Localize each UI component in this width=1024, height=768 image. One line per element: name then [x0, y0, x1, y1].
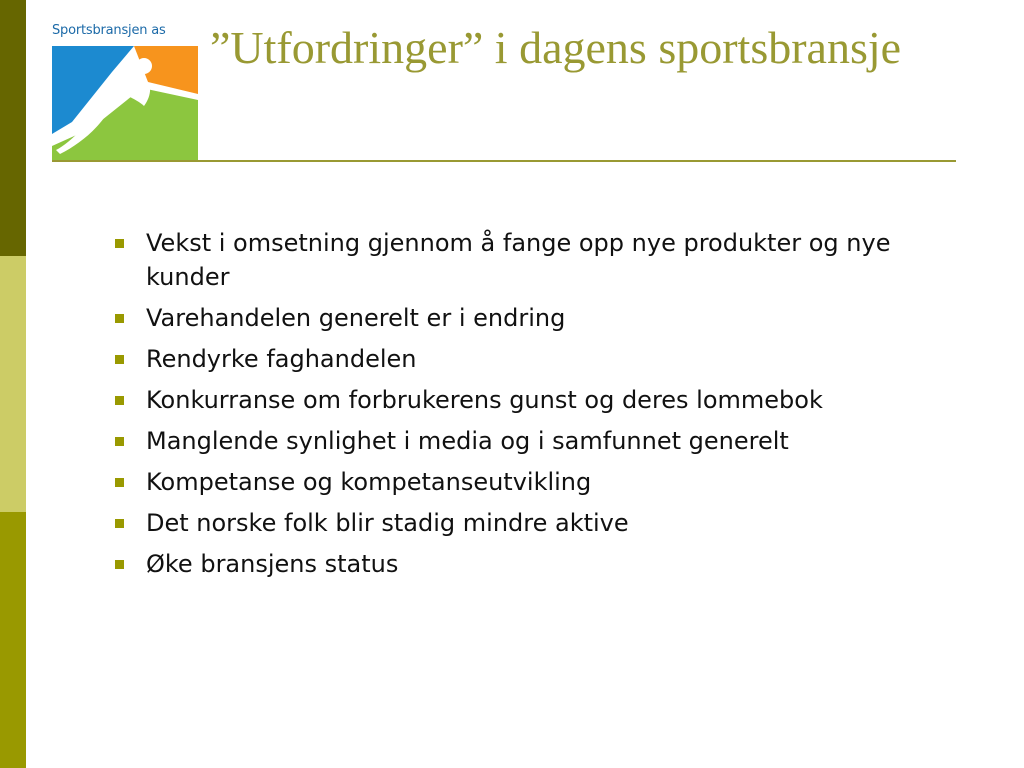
bullet-item	[112, 465, 972, 499]
square-bullet-icon	[115, 355, 124, 364]
side-bar-middle	[0, 256, 26, 512]
sportsbransjen-logo	[52, 20, 198, 162]
bullet-item	[112, 301, 972, 335]
bullet-item	[112, 226, 972, 294]
bullet-text: Kompetanse og kompetanseutvikling	[146, 468, 592, 496]
bullet-text: Vekst i omsetning gjennom å fange opp nye produkter og nye kunder	[146, 229, 891, 291]
square-bullet-icon	[115, 519, 124, 528]
bullet-text: Øke bransjens status	[146, 550, 399, 578]
square-bullet-icon	[115, 478, 124, 487]
bullet-item	[112, 342, 972, 376]
bullet-item	[112, 424, 972, 458]
bullet-text: Varehandelen generelt er i endring	[146, 304, 566, 332]
square-bullet-icon	[115, 396, 124, 405]
bullet-text: Manglende synlighet i media og i samfunnet generelt	[146, 427, 789, 455]
slide-title: ”Utfordringer” i dagens sportsbransje	[210, 22, 902, 73]
square-bullet-icon	[115, 560, 124, 569]
square-bullet-icon	[115, 314, 124, 323]
side-bar-top	[0, 0, 26, 256]
bullet-item	[112, 547, 972, 581]
bullet-item	[112, 506, 972, 540]
bullet-list	[112, 226, 972, 588]
bullet-item	[112, 383, 972, 417]
bullet-text: Det norske folk blir stadig mindre aktive	[146, 509, 629, 537]
logo-text: Sportsbransjen as	[52, 23, 166, 38]
side-bar-bottom	[0, 512, 26, 768]
title-underline	[52, 160, 956, 162]
square-bullet-icon	[115, 239, 124, 248]
runner-logo-icon	[52, 42, 198, 162]
bullet-text: Konkurranse om forbrukerens gunst og deres lommebok	[146, 386, 823, 414]
bullet-text: Rendyrke faghandelen	[146, 345, 417, 373]
square-bullet-icon	[115, 437, 124, 446]
